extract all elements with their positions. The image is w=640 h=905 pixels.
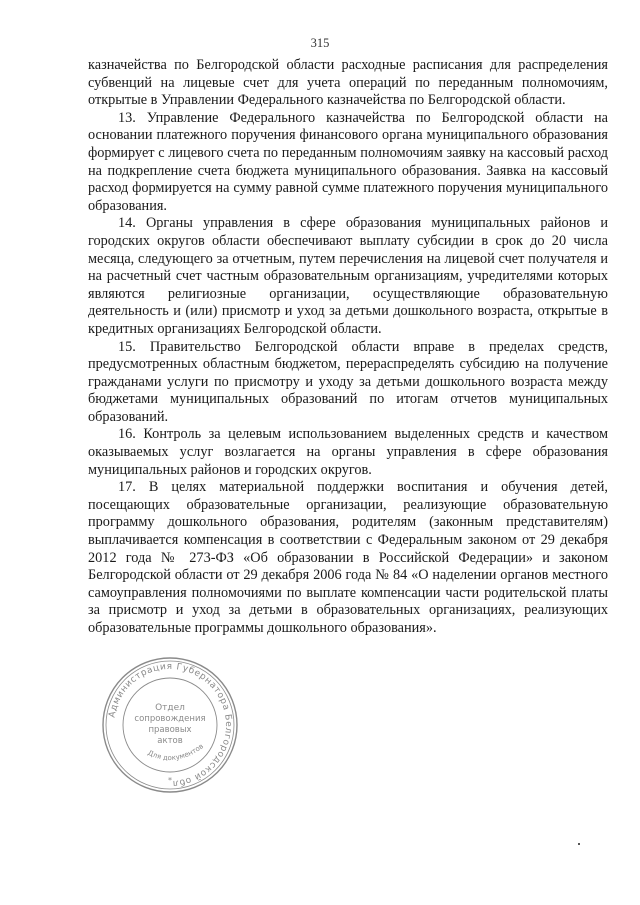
stamp-center-line-1: Отдел [155, 703, 185, 713]
paragraph-14: 14. Органы управления в сфере образования муниципальных районов и городских округов области обеспечивают выплату субсидии в срок до 20 числа месяца, следующего за отчетным, путем перечисления на лицевой счет получателя и на расчетный счет частным образовательным организациям, учредителями которых являются религиозные организации, осуществляющие образовательную деятельность и (или) присмотр и уход за детьми дошкольного возраста, открытые в кредитных организациях Белгородской области. [88, 215, 608, 337]
official-stamp [100, 655, 240, 795]
paragraph-17: 17. В целях материальной поддержки воспитания и обучения детей, посещающих образовательные организации, реализующие образовательную программу дошкольного образования, родителям (законным представителям) выплачивается компенсация в соответствии с Федеральным законом от 29 декабря 2012 года № 273-ФЗ «Об образовании в Российской Федерации» и законом Белгородской области от 29 декабря 2006 года № 84 «О наделении органов местного самоуправления полномочиями по выплате компенсации части родительской платы за присмотр и уход за детьми в образовательных организациях, реализующих образовательные программы дошкольного образования». [88, 479, 608, 636]
stamp-bottom-textpath: Для документов [146, 742, 206, 763]
paragraph-13: 13. Управление Федерального казначейства по Белгородской области на основании платежного поручения финансового органа муниципального образования формирует с лицевого счета по переданным полномочиям заявку на кассовый расход на подкрепление счета бюджета муниципального образования. Заявка на кассовый расход формируется на сумму равной сумме платежного поручения муниципального образования. [88, 109, 608, 214]
stamp-center-line-2: сопровождения [134, 714, 206, 724]
paragraph-16: 16. Контроль за целевым использованием выделенных средств и качеством оказываемых услуг возлагается на органы управления в сфере образования муниципальных районов и городских округов. [88, 426, 608, 478]
stamp-ring-textpath: Администрация Губернатора Белгородской обл [107, 661, 234, 789]
paragraph-continuation: казначейства по Белгородской области расходные расписания для распределения субвенций на лицевые счет для учета операций по переданным полномочиям, открытые в Управлении Федерального казначейства по Белгородской области. [88, 57, 608, 109]
stamp-star: * [168, 776, 172, 785]
stamp-center-line-3: правовых [148, 725, 192, 735]
paragraph-15: 15. Правительство Белгородской области вправе в пределах средств, предусмотренных областным бюджетом, перераспределять субсидию на получение гражданами услуги по присмотру и уходу за детьми дошкольного возраста между бюджетами муниципальных образований по итогам отчетов муниципальных образований. [88, 338, 608, 425]
page-number: 315 [310, 36, 330, 50]
stamp-seal-icon [100, 655, 240, 795]
document-body [88, 57, 608, 638]
scan-dot-mark [578, 843, 580, 845]
stamp-center-line-4: актов [157, 736, 183, 746]
